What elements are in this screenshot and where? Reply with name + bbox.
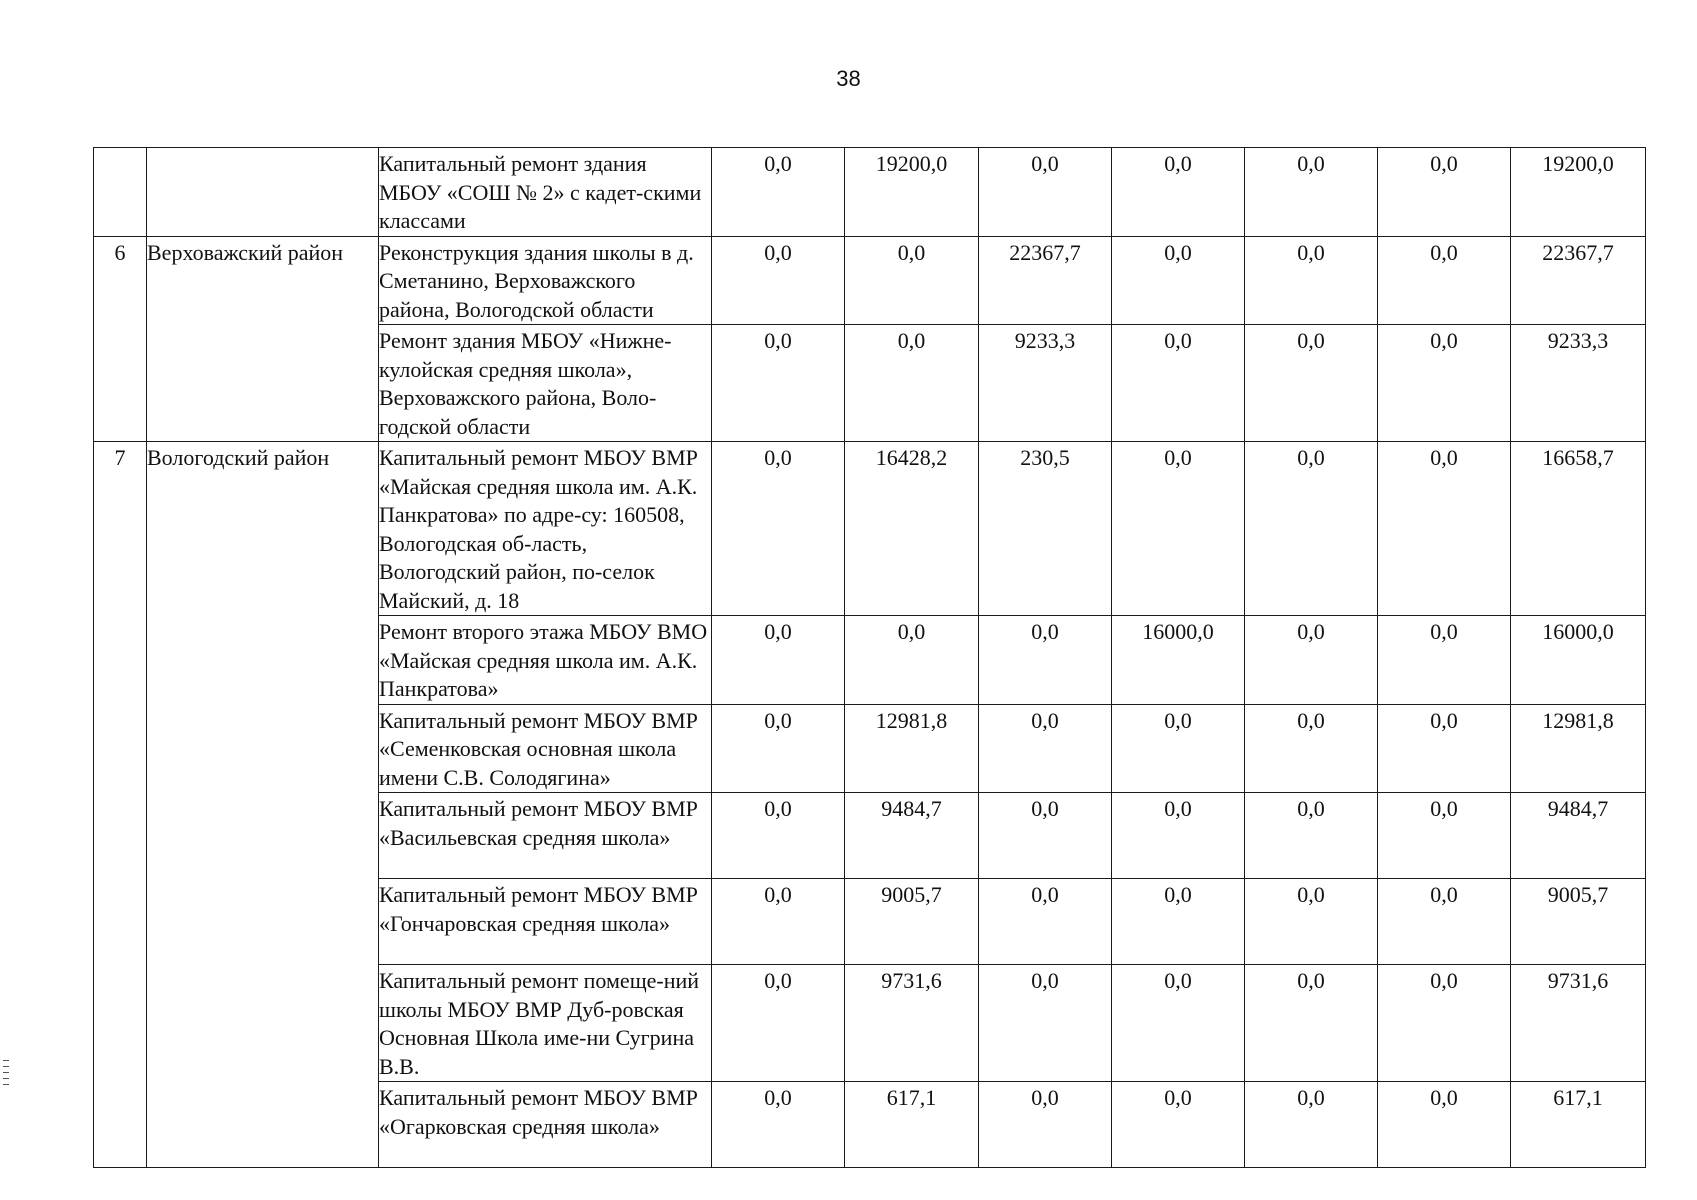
row-number-cell xyxy=(94,148,147,237)
district-cell: Вологодский район xyxy=(147,442,379,1168)
total-cell: 19200,0 xyxy=(1511,148,1646,237)
value-cell: 0,0 xyxy=(1245,1082,1378,1168)
value-cell: 0,0 xyxy=(712,879,845,965)
object-cell: Капитальный ремонт МБОУ ВМР «Семенковская основная школа имени С.В. Солодягина» xyxy=(379,704,712,793)
value-cell: 0,0 xyxy=(712,704,845,793)
object-cell: Ремонт здания МБОУ «Нижне-кулойская средняя школа», Верховажского района, Воло-годской области xyxy=(379,325,712,442)
value-cell: 230,5 xyxy=(979,442,1112,616)
total-cell: 9233,3 xyxy=(1511,325,1646,442)
value-cell: 9233,3 xyxy=(979,325,1112,442)
value-cell: 0,0 xyxy=(1378,616,1511,705)
object-cell: Реконструкция здания школы в д. Сметанино, Верховажского района, Вологодской области xyxy=(379,236,712,325)
value-cell: 0,0 xyxy=(1112,879,1245,965)
value-cell: 0,0 xyxy=(1378,148,1511,237)
page-number: 38 xyxy=(836,66,861,91)
value-cell: 0,0 xyxy=(979,1082,1112,1168)
value-cell: 0,0 xyxy=(1112,793,1245,879)
value-cell: 19200,0 xyxy=(845,148,979,237)
value-cell: 0,0 xyxy=(712,325,845,442)
total-cell: 9005,7 xyxy=(1511,879,1646,965)
district-cell xyxy=(147,148,379,237)
value-cell: 0,0 xyxy=(1378,879,1511,965)
object-cell: Капитальный ремонт МБОУ ВМР «Гончаровская средняя школа» xyxy=(379,879,712,965)
object-cell: Капитальный ремонт здания МБОУ «СОШ № 2» с кадет-скими классами xyxy=(379,148,712,237)
value-cell: 0,0 xyxy=(1378,965,1511,1082)
value-cell: 0,0 xyxy=(1245,442,1378,616)
value-cell: 0,0 xyxy=(979,148,1112,237)
table-row xyxy=(94,236,1646,325)
row-number-cell: 7 xyxy=(94,442,147,1168)
value-cell: 0,0 xyxy=(979,965,1112,1082)
value-cell: 9484,7 xyxy=(845,793,979,879)
table-row xyxy=(94,148,1646,237)
object-cell: Капитальный ремонт МБОУ ВМР «Майская средняя школа им. А.К. Панкратова» по адре-су: 160508, Вологодская об-ласть, Вологодский район, по-селок Майский, д. 18 xyxy=(379,442,712,616)
value-cell: 9005,7 xyxy=(845,879,979,965)
value-cell: 0,0 xyxy=(1245,148,1378,237)
value-cell: 0,0 xyxy=(1378,1082,1511,1168)
value-cell: 0,0 xyxy=(1112,325,1245,442)
value-cell: 0,0 xyxy=(1245,236,1378,325)
value-cell: 0,0 xyxy=(1378,236,1511,325)
value-cell: 0,0 xyxy=(1378,442,1511,616)
value-cell: 22367,7 xyxy=(979,236,1112,325)
total-cell: 617,1 xyxy=(1511,1082,1646,1168)
value-cell: 16000,0 xyxy=(1112,616,1245,705)
value-cell: 0,0 xyxy=(1245,793,1378,879)
value-cell: 16428,2 xyxy=(845,442,979,616)
total-cell: 22367,7 xyxy=(1511,236,1646,325)
value-cell: 0,0 xyxy=(1378,704,1511,793)
total-cell: 12981,8 xyxy=(1511,704,1646,793)
value-cell: 0,0 xyxy=(979,793,1112,879)
value-cell: 0,0 xyxy=(712,965,845,1082)
total-cell: 9731,6 xyxy=(1511,965,1646,1082)
table-body xyxy=(94,148,1646,1168)
value-cell: 0,0 xyxy=(1378,793,1511,879)
value-cell: 0,0 xyxy=(845,325,979,442)
value-cell: 0,0 xyxy=(1245,879,1378,965)
value-cell: 0,0 xyxy=(1112,965,1245,1082)
value-cell: 0,0 xyxy=(1245,704,1378,793)
value-cell: 0,0 xyxy=(845,236,979,325)
value-cell: 0,0 xyxy=(712,442,845,616)
budget-table xyxy=(93,147,1646,1168)
scan-margin-marks xyxy=(3,1060,9,1090)
table-row xyxy=(94,442,1646,616)
object-cell: Капитальный ремонт МБОУ ВМР «Огарковская средняя школа» xyxy=(379,1082,712,1168)
value-cell: 0,0 xyxy=(712,236,845,325)
value-cell: 0,0 xyxy=(979,616,1112,705)
value-cell: 0,0 xyxy=(979,879,1112,965)
total-cell: 16000,0 xyxy=(1511,616,1646,705)
value-cell: 9731,6 xyxy=(845,965,979,1082)
value-cell: 0,0 xyxy=(1112,704,1245,793)
value-cell: 0,0 xyxy=(979,704,1112,793)
value-cell: 0,0 xyxy=(1378,325,1511,442)
value-cell: 0,0 xyxy=(1112,1082,1245,1168)
value-cell: 617,1 xyxy=(845,1082,979,1168)
value-cell: 0,0 xyxy=(712,148,845,237)
value-cell: 0,0 xyxy=(1112,236,1245,325)
row-number-cell: 6 xyxy=(94,236,147,442)
value-cell: 0,0 xyxy=(1112,148,1245,237)
value-cell: 0,0 xyxy=(712,616,845,705)
value-cell: 12981,8 xyxy=(845,704,979,793)
object-cell: Ремонт второго этажа МБОУ ВМО «Майская средняя школа им. А.К. Панкратова» xyxy=(379,616,712,705)
total-cell: 16658,7 xyxy=(1511,442,1646,616)
value-cell: 0,0 xyxy=(712,793,845,879)
total-cell: 9484,7 xyxy=(1511,793,1646,879)
value-cell: 0,0 xyxy=(1245,616,1378,705)
object-cell: Капитальный ремонт МБОУ ВМР «Васильевская средняя школа» xyxy=(379,793,712,879)
value-cell: 0,0 xyxy=(1245,325,1378,442)
district-cell: Верховажский район xyxy=(147,236,379,442)
value-cell: 0,0 xyxy=(845,616,979,705)
object-cell: Капитальный ремонт помеще-ний школы МБОУ ВМР Дуб-ровская Основная Школа име-ни Сугрина В.В. xyxy=(379,965,712,1082)
value-cell: 0,0 xyxy=(1245,965,1378,1082)
value-cell: 0,0 xyxy=(1112,442,1245,616)
value-cell: 0,0 xyxy=(712,1082,845,1168)
